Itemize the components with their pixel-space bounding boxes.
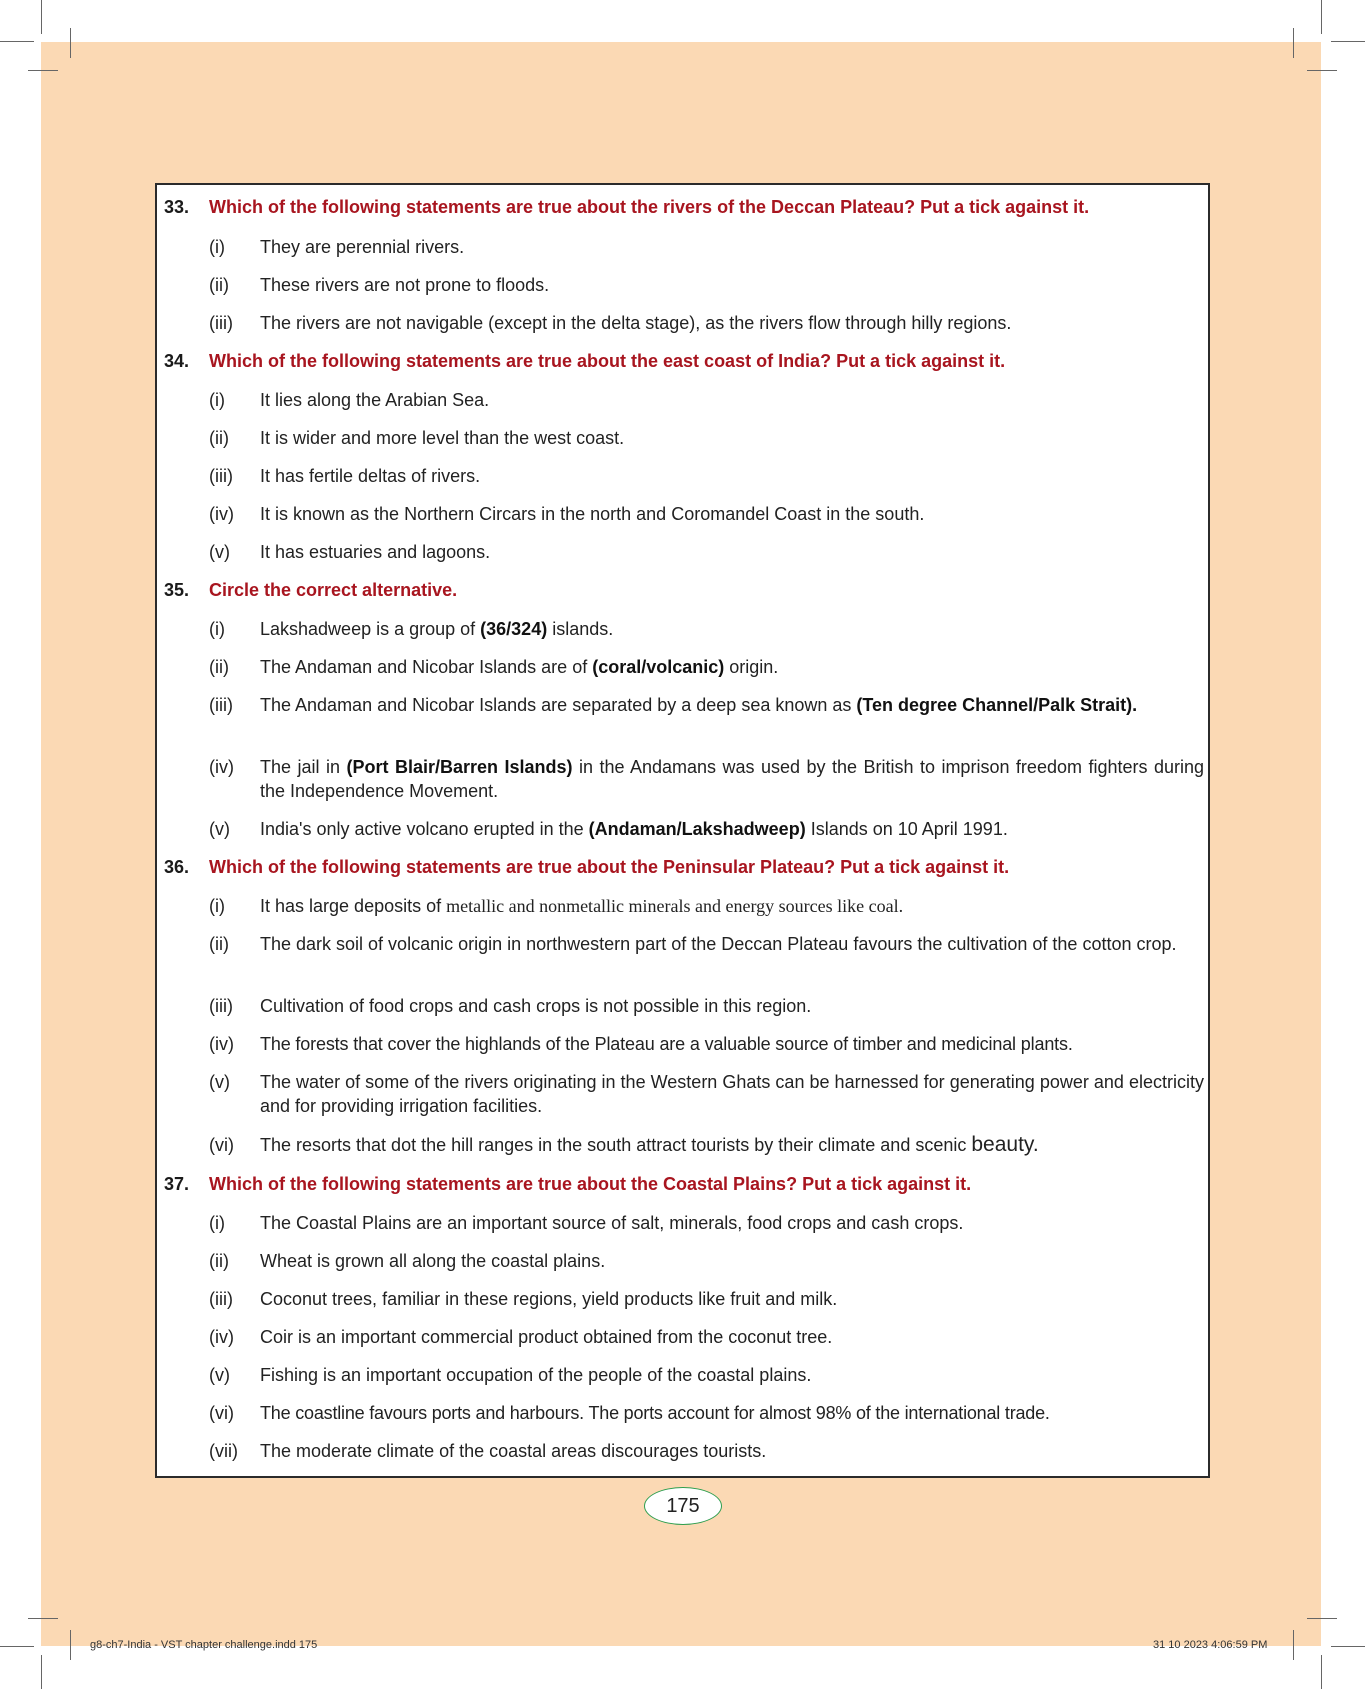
item-number: (vii) bbox=[209, 1441, 238, 1461]
item-number: (i) bbox=[209, 237, 225, 257]
list-item bbox=[209, 1133, 1204, 1157]
crop-mark bbox=[1307, 70, 1337, 71]
question-text: Which of the following statements are true about the east coast of India? Put a tick against it. bbox=[209, 351, 1006, 371]
item-text: The Andaman and Nicobar Islands are separated by a deep sea known as (Ten degree Channel/Palk Strait). bbox=[260, 695, 1138, 715]
question-text: Circle the correct alternative. bbox=[209, 580, 458, 600]
item-text: It has large deposits of metallic and nonmetallic minerals and energy sources like coal. bbox=[260, 896, 904, 916]
question-number: 34. bbox=[164, 351, 190, 371]
page-number: 175 bbox=[644, 1487, 722, 1525]
list-item bbox=[209, 1032, 1204, 1056]
crop-mark bbox=[70, 1630, 71, 1660]
item-number: (iii) bbox=[209, 1289, 233, 1309]
crop-mark bbox=[1293, 1630, 1294, 1660]
question-box bbox=[155, 183, 1210, 1478]
item-text: It has estuaries and lagoons. bbox=[260, 542, 491, 562]
list-item bbox=[209, 894, 1204, 918]
item-text: The Coastal Plains are an important source of salt, minerals, food crops and cash crops. bbox=[260, 1213, 964, 1233]
list-item bbox=[209, 693, 1204, 717]
question-number: 35. bbox=[164, 580, 190, 600]
item-number: (ii) bbox=[209, 1251, 229, 1271]
question-text: Which of the following statements are true about the Peninsular Plateau? Put a tick against it. bbox=[209, 857, 1010, 877]
item-text: The Andaman and Nicobar Islands are of (coral/volcanic) origin. bbox=[260, 657, 779, 677]
item-number: (i) bbox=[209, 390, 225, 410]
list-item bbox=[209, 388, 1204, 412]
item-number: (iv) bbox=[209, 504, 234, 524]
question-36 bbox=[164, 857, 1009, 878]
item-number: (i) bbox=[209, 1213, 225, 1233]
item-text: Wheat is grown all along the coastal plains. bbox=[260, 1251, 606, 1271]
crop-mark bbox=[70, 28, 71, 58]
item-number: (v) bbox=[209, 1072, 230, 1092]
item-text: Lakshadweep is a group of (36/324) islands. bbox=[260, 619, 614, 639]
question-33 bbox=[164, 197, 1089, 218]
question-text: Which of the following statements are true about the Coastal Plains? Put a tick against it. bbox=[209, 1174, 972, 1194]
item-text: They are perennial rivers. bbox=[260, 237, 465, 257]
item-number: (i) bbox=[209, 619, 225, 639]
question-number: 37. bbox=[164, 1174, 190, 1194]
item-text: It is wider and more level than the west coast. bbox=[260, 428, 625, 448]
list-item bbox=[209, 1325, 1204, 1349]
item-text: The rivers are not navigable (except in the delta stage), as the rivers flow through hilly regions. bbox=[260, 313, 1012, 333]
item-number: (vi) bbox=[209, 1135, 234, 1155]
item-text: Fishing is an important occupation of the people of the coastal plains. bbox=[260, 1365, 812, 1385]
question-35 bbox=[164, 580, 457, 601]
crop-mark bbox=[0, 41, 34, 42]
item-text: It lies along the Arabian Sea. bbox=[260, 390, 490, 410]
crop-mark bbox=[1307, 1618, 1337, 1619]
item-text: The forests that cover the highlands of the Plateau are a valuable source of timber and medicinal plants. bbox=[260, 1034, 1073, 1054]
item-text: The coastline favours ports and harbours. The ports account for almost 98% of the international trade. bbox=[260, 1403, 1050, 1423]
crop-mark bbox=[1331, 1646, 1365, 1647]
list-item bbox=[209, 1249, 1204, 1273]
item-number: (v) bbox=[209, 819, 230, 839]
list-item bbox=[209, 235, 1204, 259]
item-number: (v) bbox=[209, 542, 230, 562]
item-number: (i) bbox=[209, 896, 225, 916]
item-text: The jail in (Port Blair/Barren Islands) in the Andamans was used by the British to imprison freedom fighters during the Independence Movement. bbox=[260, 757, 1204, 801]
crop-mark bbox=[0, 1646, 34, 1647]
list-item bbox=[209, 994, 1204, 1018]
item-number: (iv) bbox=[209, 1327, 234, 1347]
list-item bbox=[209, 617, 1204, 641]
question-number: 36. bbox=[164, 857, 190, 877]
crop-mark bbox=[1331, 41, 1365, 42]
item-number: (ii) bbox=[209, 657, 229, 677]
list-item bbox=[209, 1363, 1204, 1387]
item-text: The water of some of the rivers originating in the Western Ghats can be harnessed for generating power and electricity and for providing irrigation facilities. bbox=[260, 1072, 1204, 1116]
item-number: (iii) bbox=[209, 466, 233, 486]
list-item bbox=[209, 1287, 1204, 1311]
item-number: (iii) bbox=[209, 313, 233, 333]
question-37 bbox=[164, 1174, 971, 1195]
question-text: Which of the following statements are true about the rivers of the Deccan Plateau? Put a tick against it. bbox=[209, 197, 1090, 217]
item-number: (ii) bbox=[209, 428, 229, 448]
list-item bbox=[209, 273, 1204, 297]
list-item bbox=[209, 540, 1204, 564]
item-text: The moderate climate of the coastal areas discourages tourists. bbox=[260, 1441, 767, 1461]
item-number: (ii) bbox=[209, 934, 229, 954]
item-text: These rivers are not prone to floods. bbox=[260, 275, 550, 295]
item-text: The resorts that dot the hill ranges in the south attract tourists by their climate and scenic beauty. bbox=[260, 1133, 1039, 1156]
crop-mark bbox=[41, 0, 42, 34]
list-item bbox=[209, 502, 1204, 526]
item-text: Cultivation of food crops and cash crops is not possible in this region. bbox=[260, 996, 812, 1016]
item-number: (iii) bbox=[209, 695, 233, 715]
item-number: (v) bbox=[209, 1365, 230, 1385]
list-item bbox=[209, 464, 1204, 488]
item-number: (vi) bbox=[209, 1403, 234, 1423]
item-text: It is known as the Northern Circars in the north and Coromandel Coast in the south. bbox=[260, 504, 925, 524]
list-item bbox=[209, 817, 1204, 841]
item-text: Coir is an important commercial product obtained from the coconut tree. bbox=[260, 1327, 833, 1347]
list-item bbox=[209, 655, 1204, 679]
crop-mark bbox=[28, 1618, 58, 1619]
item-number: (iii) bbox=[209, 996, 233, 1016]
crop-mark bbox=[1321, 1655, 1322, 1689]
list-item bbox=[209, 755, 1204, 803]
list-item bbox=[209, 1439, 1204, 1463]
crop-mark bbox=[1293, 28, 1294, 58]
item-text: The dark soil of volcanic origin in northwestern part of the Deccan Plateau favours the cultivation of the cotton crop. bbox=[260, 934, 1177, 954]
list-item bbox=[209, 426, 1204, 450]
list-item bbox=[209, 311, 1204, 335]
list-item bbox=[209, 1401, 1204, 1425]
item-number: (ii) bbox=[209, 275, 229, 295]
item-text: India's only active volcano erupted in the (Andaman/Lakshadweep) Islands on 10 April 1991. bbox=[260, 819, 1008, 839]
footer-date-slug: 31 10 2023 4:06:59 PM bbox=[1153, 1639, 1268, 1651]
crop-mark bbox=[28, 70, 58, 71]
list-item bbox=[209, 932, 1204, 956]
list-item bbox=[209, 1070, 1204, 1118]
item-text: Coconut trees, familiar in these regions, yield products like fruit and milk. bbox=[260, 1289, 838, 1309]
footer-file-slug: g8-ch7-India - VST chapter challenge.indd 175 bbox=[90, 1639, 318, 1651]
crop-mark bbox=[1321, 0, 1322, 34]
list-item bbox=[209, 1211, 1204, 1235]
item-text: It has fertile deltas of rivers. bbox=[260, 466, 481, 486]
question-34 bbox=[164, 351, 1005, 372]
item-number: (iv) bbox=[209, 757, 234, 777]
question-number: 33. bbox=[164, 197, 190, 217]
crop-mark bbox=[41, 1655, 42, 1689]
item-number: (iv) bbox=[209, 1034, 234, 1054]
